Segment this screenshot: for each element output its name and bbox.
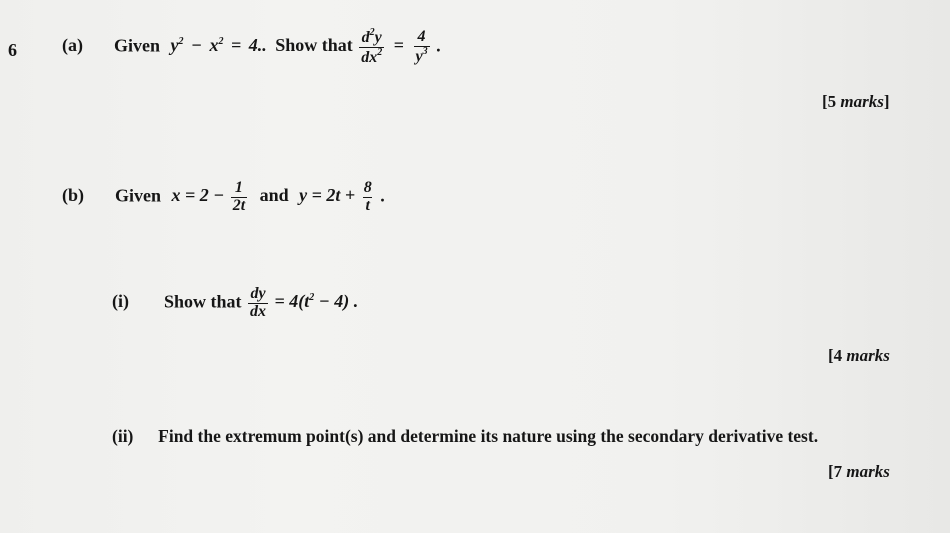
part-a-given: Given	[114, 35, 161, 56]
part-b-and: and	[259, 185, 289, 206]
part-b-i-show-that: Show that	[164, 291, 242, 312]
part-b-y-numerator: 8	[363, 179, 372, 196]
part-b-x-lhs: x = 2 −	[171, 185, 225, 206]
part-b-i-fraction	[248, 286, 268, 321]
part-a-line: (a) Given $y^2 - x^2 = 4$.. Show that $\frac{d^2y}{dx^2}$ = $\frac{4}{y^3}$ .	[62, 27, 441, 66]
part-b-y-lhs: y = 2t +	[299, 185, 356, 206]
part-b-end-punct: .	[380, 185, 385, 206]
part-b-ii-line	[112, 426, 818, 447]
part-a-rhs-fraction	[414, 29, 430, 66]
question-number: 6	[8, 40, 17, 60]
part-b-x-numerator: 1	[234, 179, 243, 196]
part-b-x-denominator: 2t	[232, 196, 246, 214]
part-b-i-marks: [4 marks	[828, 346, 890, 365]
part-a-lhs-fraction	[359, 28, 384, 67]
part-b-x-fraction	[231, 180, 247, 215]
part-a-lhs-numerator: $d^2y$	[361, 27, 382, 46]
part-a-lhs-denominator: $dx^2$	[361, 46, 383, 66]
part-b-label: (b)	[62, 185, 84, 206]
part-b-ii-text: Find the extremum point(s) and determine its nature using the secondary derivative test.	[158, 426, 819, 446]
part-a-rhs-numerator: 4	[417, 28, 426, 45]
part-b-ii-marks: [7 marks	[828, 462, 890, 481]
part-a-marks: [5 marks]	[822, 92, 890, 111]
part-a-rhs-denominator: $y^3$	[415, 45, 428, 65]
part-b-line	[62, 180, 385, 215]
part-b-i-rhs: = $4(t^2 - 4)$ .	[274, 291, 359, 312]
part-b-given: Given	[115, 185, 162, 206]
part-a-show-that: Show that	[275, 35, 353, 56]
part-b-y-denominator: t	[365, 196, 370, 214]
part-b-i-numerator: dy	[250, 285, 266, 302]
part-b-i-line	[112, 286, 358, 321]
part-b-ii-label: (ii)	[112, 426, 134, 446]
part-a-equation: $y^2 - x^2 = 4$..	[170, 35, 267, 56]
part-b-y-fraction	[362, 180, 374, 215]
part-a-label: (a)	[62, 35, 83, 56]
part-a-end-punct: .	[436, 35, 441, 56]
part-b-i-denominator: dx	[250, 302, 267, 320]
part-b-i-label: (i)	[112, 291, 129, 312]
